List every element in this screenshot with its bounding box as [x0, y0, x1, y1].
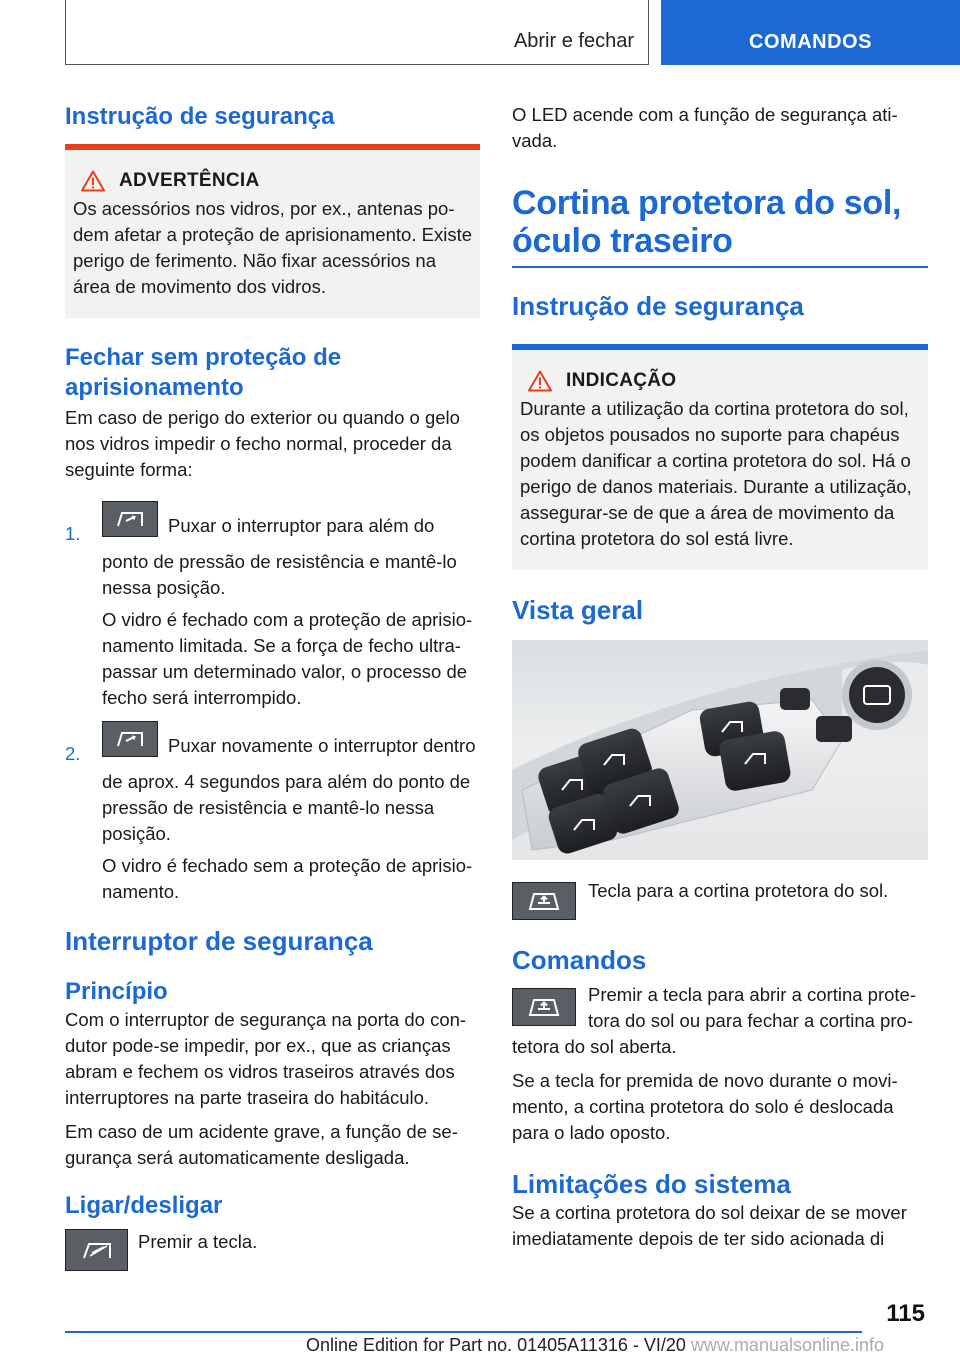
header-section-label: Abrir e fechar	[513, 30, 634, 52]
heading-rule	[512, 266, 928, 268]
principle-text-1: Com o interruptor de segurança na porta do condutor pode-se impedir, por ex., que as crianças abram e fechem os vidros traseiros através dos interruptores na parte traseira do habitáculo.	[65, 1009, 467, 1108]
step-text: Puxar o interruptor para além do ponto de pressão de resistência e mantê-lo nessa posição.	[102, 515, 457, 598]
switch-panel-illustration	[512, 640, 928, 860]
system-limits-heading: Limitações do sistema	[512, 1168, 791, 1199]
safety-heading-right: Instrução de segurança	[512, 290, 804, 321]
principle-heading: Princípio	[65, 978, 168, 1005]
overview-caption: Tecla para a cortina protetora do sol.	[588, 879, 889, 901]
overview-caption-row	[512, 879, 928, 920]
window-switch-icon	[113, 507, 147, 531]
child-lock-switch-icon	[79, 1237, 115, 1263]
sunblind-button-icon	[526, 995, 562, 1019]
window-switch-panel-photo	[512, 640, 928, 860]
step-number: 2.	[65, 743, 81, 764]
warning-text: Os acessórios nos vidros, por ex., antenas podem afetar a proteção de aprisionamento. Existe perigo de ferimento. Não fixar acessórios na área de movimento dos vidros.	[73, 198, 473, 297]
controls-text: Premir a tecla para abrir a cortina protetora do sol ou para fechar a cortina protetora do sol aberta.	[512, 983, 917, 1057]
footer-rule	[65, 1331, 862, 1333]
footer-edition: Online Edition for Part no. 01405A11316 - VI/20	[306, 1335, 686, 1355]
close-steps-list	[65, 501, 480, 905]
warning-header	[81, 170, 472, 192]
window-switch-button	[102, 501, 158, 537]
note-header	[528, 370, 920, 392]
footer-edition-line	[306, 1335, 884, 1356]
step-note: O vidro é fechado com a proteção de aprisionamento limitada. Se a força de fecho ultrapassar um determinado valor, o processo de fecho será interrompido.	[102, 609, 473, 708]
right-column	[512, 102, 928, 1252]
safety-heading-left: Instrução de segurança	[65, 103, 335, 130]
note-box	[512, 344, 928, 570]
warning-triangle-icon	[81, 170, 105, 192]
page-number: 115	[886, 1300, 925, 1327]
step-item	[65, 721, 480, 905]
note-text: Durante a utilização da cortina protetora do sol, os objetos pousados no suporte para chapéus podem danificar a cortina protetora do sol. Há o perigo de danos materiais. Durante a utilização, assegurar-se de que a área de movimento da cortina protetora do sol está livre.	[520, 397, 912, 549]
step-number: 1.	[65, 523, 81, 544]
close-without-protection-heading: Fechar sem proteção de aprisionamento	[65, 344, 342, 401]
controls-text-2: Se a tecla for premida de novo durante o movimento, a cortina protetora do solo é deslocada para o lado oposto.	[512, 1069, 898, 1143]
header-chapter-tab	[661, 0, 960, 65]
window-switch-icon	[113, 727, 147, 751]
controls-heading: Comandos	[512, 944, 647, 975]
on-off-row	[65, 1229, 480, 1271]
child-lock-button	[65, 1229, 128, 1271]
note-label: INDICAÇÃO	[566, 369, 677, 391]
overview-heading: Vista geral	[512, 594, 644, 625]
header-chapter-label: COMANDOS	[749, 31, 872, 53]
warning-box	[65, 144, 480, 318]
warning-triangle-icon	[528, 370, 552, 392]
principle-text-2: Em caso de um acidente grave, a função de segurança será automaticamente desligada.	[65, 1121, 458, 1168]
step-item	[65, 501, 480, 711]
sunblind-main-heading: Cortina protetora do sol, óculo traseiro	[512, 184, 902, 260]
on-off-heading: Ligar/desligar	[65, 1192, 223, 1219]
footer-watermark: www.manualsonline.info	[690, 1335, 885, 1355]
window-switch-button	[102, 721, 158, 757]
controls-row	[512, 982, 928, 1060]
led-text: O LED acende com a função de segurança ativada.	[512, 104, 898, 151]
header-section-tab	[65, 0, 649, 65]
left-column	[65, 102, 480, 1271]
safety-switch-heading: Interruptor de segurança	[65, 926, 373, 956]
step-text: Puxar novamente o interruptor dentro de aprox. 4 segundos para além do ponto de pressão de resistência e mantê-lo nessa posição.	[102, 735, 476, 844]
step-note: O vidro é fechado sem a proteção de aprisionamento.	[102, 855, 473, 902]
sunblind-button	[512, 988, 576, 1026]
close-intro-text: Em caso de perigo do exterior ou quando o gelo nos vidros impedir o fecho normal, proceder da seguinte forma:	[65, 407, 460, 480]
sunblind-button-icon	[526, 889, 562, 913]
on-off-text: Premir a tecla.	[138, 1231, 258, 1252]
warning-label: ADVERTÊNCIA	[119, 170, 260, 191]
sunblind-button	[512, 882, 576, 920]
system-limits-text: Se a cortina protetora do sol deixar de se mover imediatamente depois de ter sido acionada di	[512, 1201, 907, 1249]
